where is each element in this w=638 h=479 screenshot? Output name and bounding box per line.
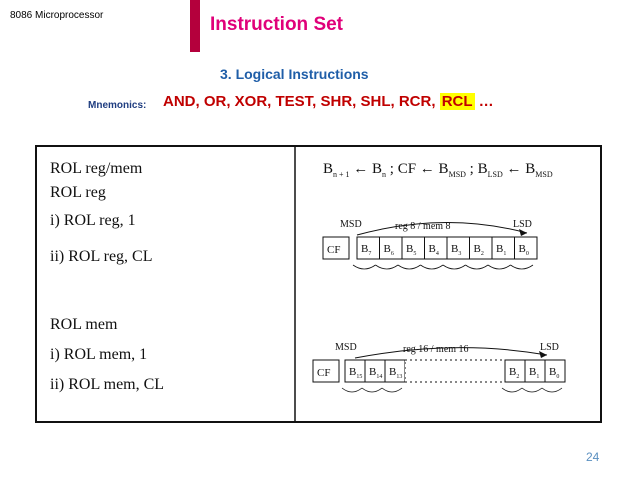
register-bit-label: $B_1$ [496,243,507,257]
register-bit-label: $B_{14}$ [369,366,383,380]
msd-label: MSD [335,342,357,353]
accent-bar [190,0,200,52]
rol-line: ii) ROL reg, CL [50,248,153,265]
rol-line: i) ROL mem, 1 [50,346,148,363]
lsd-label: LSD [540,342,559,353]
register-label: reg 8 / mem 8 [395,221,451,232]
register-bit-label: $B_0$ [518,243,529,257]
register-label: reg 16 / mem 16 [403,344,469,355]
register-bit-label: $B_{13}$ [389,366,403,380]
register-bit-label: $B_6$ [383,243,394,257]
shift-arrow [353,265,376,269]
rotate-diagram-16bit [313,342,565,392]
page-title: Instruction Set [210,14,344,35]
carry-flag: CF [327,244,341,256]
shift-arrow [502,388,522,392]
register-bit-label: $B_4$ [428,243,439,257]
rol-instruction-table [35,145,602,423]
register-bit-label: $B_{15}$ [349,366,363,380]
register-bit-label: $B_3$ [451,243,462,257]
rol-line: ROL mem [50,316,118,333]
rol-line: ROL reg/mem [50,160,143,177]
shift-arrow [488,265,511,269]
rol-line: ROL reg [50,184,106,201]
rotate-formula: $B_{n + 1}$ ← $B_n$ ; CF ← $B_{MSD}$ ; $B_{LSD}$ ← $B_{MSD}$ [323,161,553,179]
rol-line: ii) ROL mem, CL [50,376,165,393]
shift-arrow [382,388,402,392]
shift-arrow [398,265,421,269]
shift-arrow [511,265,534,269]
register-bit-label: $B_2$ [473,243,484,257]
shift-arrow [362,388,382,392]
shift-arrow [542,388,562,392]
register-middle-bits [405,360,505,382]
mnemonics-text: AND, OR, XOR, TEST, SHR, SHL, RCR, [163,93,440,110]
shift-arrow [466,265,489,269]
mnemonics-list [163,93,494,110]
course-label: 8086 Microprocessor [10,10,104,21]
mnemonics-label: Mnemonics: [88,100,147,111]
shift-arrow [443,265,466,269]
shift-arrow [342,388,362,392]
shift-arrow [522,388,542,392]
page-number: 24 [586,450,600,464]
mnemonics-ellipsis: … [474,93,494,110]
register-bit-label: $B_2$ [509,366,520,380]
rotate-diagram-8bit [323,219,537,269]
register-bit-label: $B_1$ [529,366,540,380]
register-bit-label: $B_5$ [406,243,417,257]
carry-flag: CF [317,367,331,379]
shift-arrow [421,265,444,269]
highlighted-mnemonic: RCL [441,93,473,110]
section-subtitle: 3. Logical Instructions [220,66,369,82]
rol-line: i) ROL reg, 1 [50,212,136,229]
shift-arrow [376,265,399,269]
register-bit-label: $B_0$ [549,366,560,380]
msd-label: MSD [340,219,362,230]
register-bit-label: $B_7$ [361,243,372,257]
lsd-label: LSD [513,219,532,230]
